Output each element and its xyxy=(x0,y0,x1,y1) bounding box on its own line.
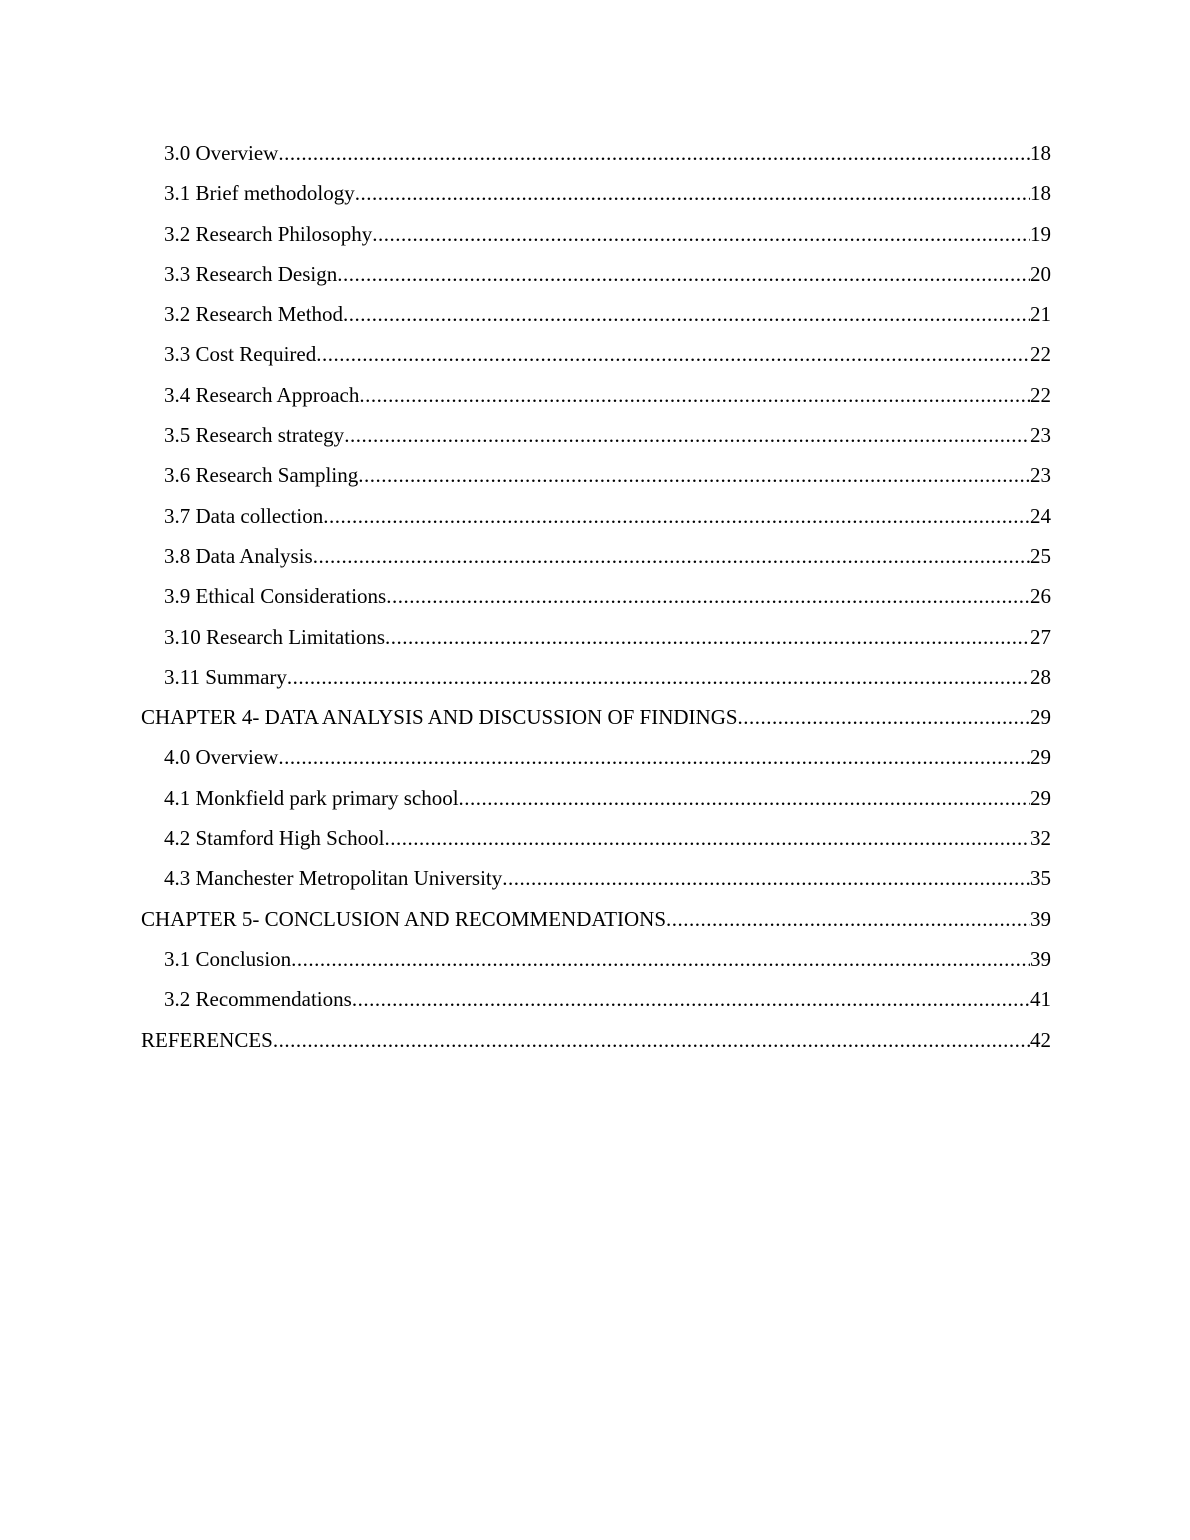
toc-entry-title: 3.4 Research Approach xyxy=(164,382,360,407)
toc-dot-leader xyxy=(343,294,1030,334)
toc-dot-leader xyxy=(323,496,1030,536)
toc-dot-leader xyxy=(278,133,1030,173)
toc-page-number: 21 xyxy=(1030,302,1051,327)
toc-entry[interactable] xyxy=(141,737,1051,777)
toc-entry[interactable] xyxy=(141,133,1051,173)
toc-entry-title: CHAPTER 5- CONCLUSION AND RECOMMENDATIONS xyxy=(141,906,667,931)
toc-dot-leader xyxy=(502,858,1030,898)
toc-page-number: 29 xyxy=(1030,745,1051,770)
toc-entry[interactable] xyxy=(141,536,1051,576)
toc-page-number: 35 xyxy=(1030,866,1051,891)
toc-dot-leader xyxy=(313,536,1030,576)
toc-chapter-entry[interactable] xyxy=(141,697,1051,737)
toc-entry-title: 3.10 Research Limitations xyxy=(164,624,386,649)
toc-dot-leader xyxy=(666,899,1030,939)
toc-dot-leader xyxy=(358,455,1030,495)
toc-entry-title: 3.2 Recommendations xyxy=(164,987,352,1012)
toc-entry-title: 3.9 Ethical Considerations xyxy=(164,584,387,609)
toc-page-number: 41 xyxy=(1030,987,1051,1012)
toc-dot-leader xyxy=(316,334,1030,374)
toc-entry-title: 3.3 Cost Required xyxy=(164,342,317,367)
toc-entry[interactable] xyxy=(141,617,1051,657)
toc-page-number: 23 xyxy=(1030,423,1051,448)
toc-entry[interactable] xyxy=(141,294,1051,334)
toc-entry-title: 3.1 Brief methodology xyxy=(164,181,355,206)
toc-page-number: 39 xyxy=(1030,946,1051,971)
toc-references-entry[interactable] xyxy=(141,1020,1051,1060)
toc-entry[interactable] xyxy=(141,455,1051,495)
toc-dot-leader xyxy=(344,415,1030,455)
toc-page-number: 19 xyxy=(1030,221,1051,246)
toc-entry-title: 3.8 Data Analysis xyxy=(164,543,313,568)
toc-entry-title: 4.1 Monkfield park primary school xyxy=(164,785,459,810)
toc-entry[interactable] xyxy=(141,818,1051,858)
toc-chapter-entry[interactable] xyxy=(141,899,1051,939)
toc-entry-title: CHAPTER 4- DATA ANALYSIS AND DISCUSSION OF FINDINGS xyxy=(141,705,738,730)
toc-page-number: 20 xyxy=(1030,261,1051,286)
toc-page-number: 24 xyxy=(1030,503,1051,528)
toc-page-number: 32 xyxy=(1030,826,1051,851)
toc-dot-leader xyxy=(359,375,1030,415)
toc-page-number: 29 xyxy=(1030,705,1051,730)
toc-entry[interactable] xyxy=(141,375,1051,415)
toc-entry-title: 4.3 Manchester Metropolitan University xyxy=(164,866,503,891)
toc-dot-leader xyxy=(372,214,1030,254)
toc-dot-leader xyxy=(386,576,1030,616)
toc-entry[interactable] xyxy=(141,939,1051,979)
toc-entry-title: 3.1 Conclusion xyxy=(164,946,292,971)
toc-entry[interactable] xyxy=(141,778,1051,818)
toc-dot-leader xyxy=(278,737,1030,777)
toc-entry-title: 3.6 Research Sampling xyxy=(164,463,359,488)
toc-page-number: 26 xyxy=(1030,584,1051,609)
toc-page-number: 23 xyxy=(1030,463,1051,488)
toc-page-number: 22 xyxy=(1030,342,1051,367)
toc-entry[interactable] xyxy=(141,858,1051,898)
toc-page-number: 39 xyxy=(1030,906,1051,931)
toc-dot-leader xyxy=(385,617,1030,657)
toc-entry-title: 3.2 Research Method xyxy=(164,302,344,327)
toc-entry-title: 3.0 Overview xyxy=(164,141,279,165)
toc-dot-leader xyxy=(337,254,1030,294)
toc-entry-title: 4.0 Overview xyxy=(164,745,279,770)
toc-page-number: 42 xyxy=(1030,1027,1051,1052)
toc-entry[interactable] xyxy=(141,496,1051,536)
toc-entry-title: 3.5 Research strategy xyxy=(164,423,345,448)
toc-entry-title: 3.7 Data collection xyxy=(164,503,324,528)
toc-entry[interactable] xyxy=(141,415,1051,455)
toc-dot-leader xyxy=(291,939,1030,979)
toc-dot-leader xyxy=(385,818,1031,858)
toc-entry[interactable] xyxy=(141,334,1051,374)
toc-entry[interactable] xyxy=(141,214,1051,254)
toc-entry-title: 3.2 Research Philosophy xyxy=(164,221,373,246)
table-of-contents xyxy=(141,133,1051,1060)
toc-page-number: 27 xyxy=(1030,624,1051,649)
toc-entry[interactable] xyxy=(141,173,1051,213)
toc-entry[interactable] xyxy=(141,979,1051,1019)
toc-page-number: 18 xyxy=(1030,181,1051,206)
toc-dot-leader xyxy=(287,657,1030,697)
toc-dot-leader xyxy=(273,1020,1030,1060)
toc-dot-leader xyxy=(738,697,1030,737)
toc-dot-leader xyxy=(355,173,1030,213)
toc-entry-title: 4.2 Stamford High School xyxy=(164,826,385,851)
toc-page-number: 28 xyxy=(1030,664,1051,689)
toc-page-number: 18 xyxy=(1030,141,1051,165)
toc-entry[interactable] xyxy=(141,576,1051,616)
toc-entry-title: 3.11 Summary xyxy=(164,664,287,689)
toc-dot-leader xyxy=(352,979,1030,1019)
toc-page-number: 25 xyxy=(1030,543,1051,568)
toc-page-number: 22 xyxy=(1030,382,1051,407)
toc-entry-title: 3.3 Research Design xyxy=(164,261,338,286)
toc-entry[interactable] xyxy=(141,254,1051,294)
toc-dot-leader xyxy=(459,778,1030,818)
toc-entry[interactable] xyxy=(141,657,1051,697)
toc-entry-title: REFERENCES xyxy=(141,1027,273,1052)
toc-page-number: 29 xyxy=(1030,785,1051,810)
